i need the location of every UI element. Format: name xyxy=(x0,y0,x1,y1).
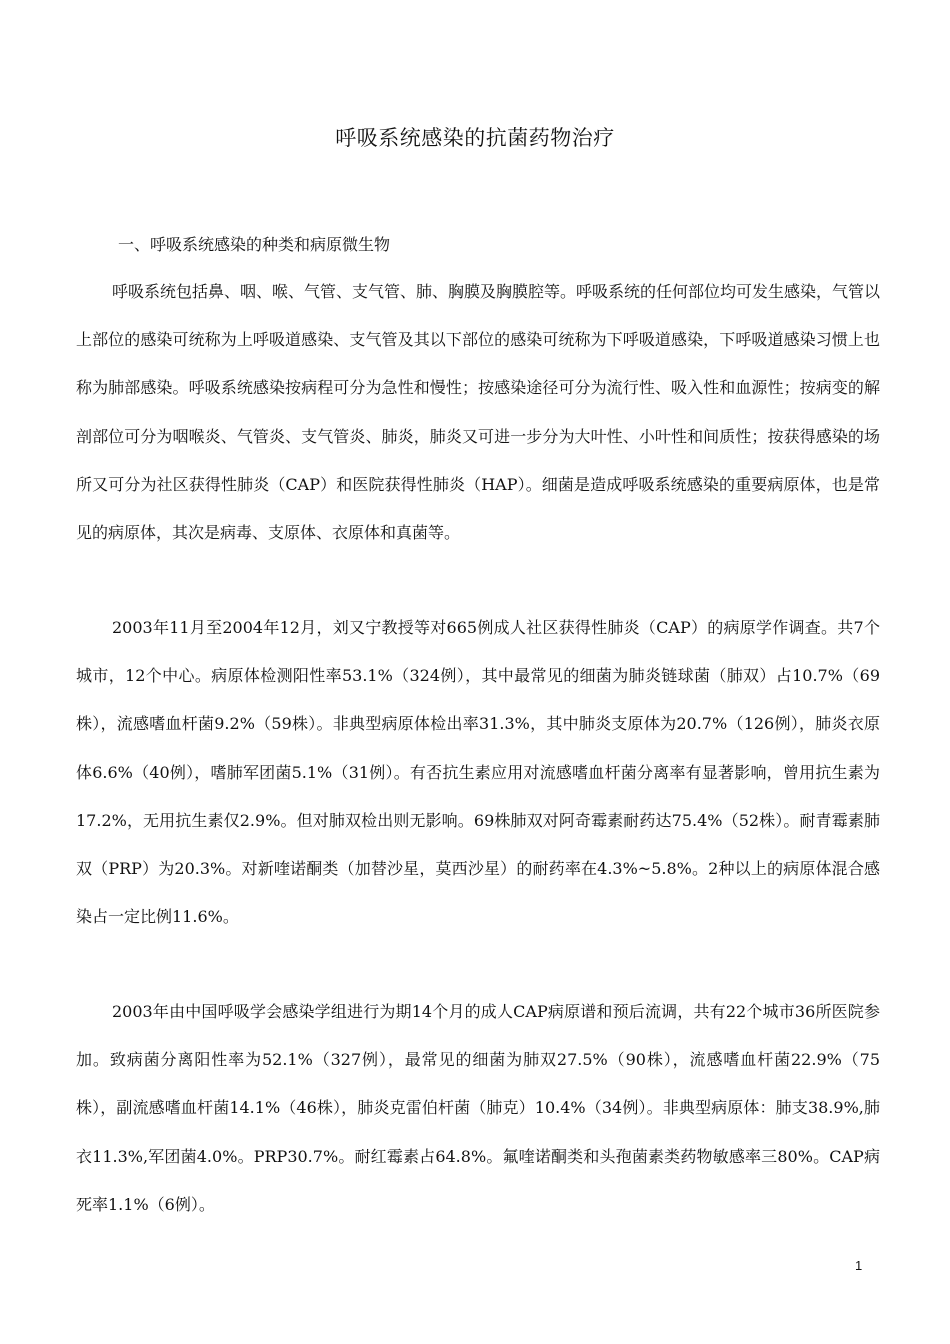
page-number: 1 xyxy=(855,1258,863,1273)
section-heading: 一、呼吸系统感染的种类和病原微生物 xyxy=(118,235,391,254)
paragraph-cap-study-2003-2004: 2003年11月至2004年12月，刘又宁教授等对665例成人社区获得性肺炎（CAP）的病原学作调查。共7个城市，12个中心。病原体检测阳性率53.1%（324例），其中最常见的细菌为肺炎链球菌（肺双）占10.7%（69株），流感嗜血杆菌9.2%（59株）。非典型病原体检出率31.3%，其中肺炎支原体为20.7%（126例），肺炎衣原体6.6%（40例），嗜肺军团菌5.1%（31例）。有否抗生素应用对流感嗜血杆菌分离率有显著影响，曾用抗生素为17.2%，无用抗生素仅2.9%。但对肺双检出则无影响。69株肺双对阿奇霉素耐药达75.4%（52株）。耐青霉素肺双（PRP）为20.3%。对新喹诺酮类（加替沙星，莫西沙星）的耐药率在4.3%~5.8%。2种以上的病原体混合感染占一定比例11.6%。 xyxy=(76,618,880,927)
paragraph-cap-study-2003: 2003年由中国呼吸学会感染学组进行为期14个月的成人CAP病原谱和预后流调，共有22个城市36所医院参加。致病菌分离阳性率为52.1%（327例），最常见的细菌为肺双27.5%（90株），流感嗜血杆菌22.9%（75株），副流感嗜血杆菌14.1%（46株），肺炎克雷伯杆菌（肺克）10.4%（34例）。非典型病原体：肺支38.9%,肺衣11.3%,军团菌4.0%。PRP30.7%。耐红霉素占64.8%。氟喹诺酮类和头孢菌素类药物敏感率三80%。CAP病死率1.1%（6例）。 xyxy=(76,1002,880,1214)
paragraph-overview: 呼吸系统包括鼻、咽、喉、气管、支气管、肺、胸膜及胸膜腔等。呼吸系统的任何部位均可发生感染，气管以上部位的感染可统称为上呼吸道感染、支气管及其以下部位的感染可统称为下呼吸道感染，下呼吸道感染习惯上也称为肺部感染。呼吸系统感染按病程可分为急性和慢性；按感染途径可分为流行性、吸入性和血源性；按病变的解剖部位可分为咽喉炎、气管炎、支气管炎、肺炎，肺炎又可进一步分为大叶性、小叶性和间质性；按获得感染的场所又可分为社区获得性肺炎（CAP）和医院获得性肺炎（HAP）。细菌是造成呼吸系统感染的重要病原体，也是常见的病原体，其次是病毒、支原体、衣原体和真菌等。 xyxy=(76,282,881,543)
document-title: 呼吸系统感染的抗菌药物治疗 xyxy=(335,126,615,150)
